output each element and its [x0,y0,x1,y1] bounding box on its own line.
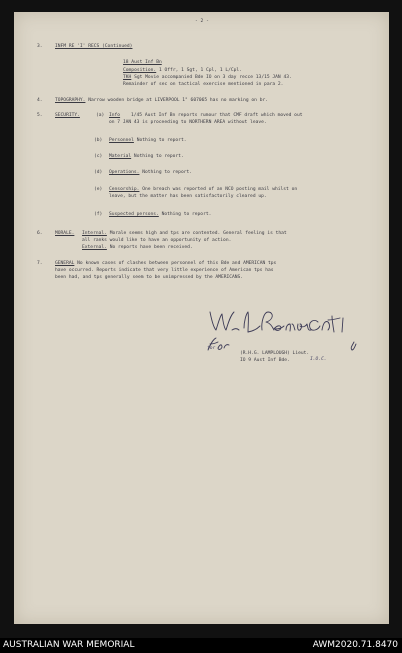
section-7-line-2: have occurred. Reports indicate that very little experience of American tps has [55,268,274,273]
section-7-heading: GENERAL [55,261,75,266]
item-c-line [109,154,184,160]
item-a-line-2: on 7 JAN 43 is proceeding to NORTHERN AREA without leave. [109,120,267,125]
section-4-number: 4. [37,98,43,103]
signatory-unit: IO 9 Aust Inf Bde. [240,358,290,363]
item-e-text-1: One breach was reported of an NCO posting mail whilst on [142,187,298,192]
item-d-sub: Operations. [109,170,140,175]
section-4-line [55,98,268,104]
section-3-heading: INFM RE 'I' RECS (Continued) [55,44,133,49]
footer-institution: AUSTRALIAN WAR MEMORIAL [3,640,135,650]
item-a-sub: Info [109,113,121,118]
for-annotation: for [207,346,216,351]
item-c-sub: Material [109,154,132,159]
item-f-label: (f) [94,212,103,217]
item-c-label: (c) [94,154,103,159]
item-a-label: (a) [96,113,105,118]
archive-footer [0,638,402,653]
page-number: - 2 - [195,19,209,24]
section-5-number: 5. [37,113,43,118]
item-b-line [109,138,186,144]
line-3-label: TKH [123,75,132,80]
section-3-unit: 18 Aust Inf Bn [123,60,162,65]
handwritten-annotation: I.O.C. [310,357,327,362]
section-7-line-1 [55,261,276,267]
document-page [14,12,389,624]
section-7-line-3: been had, and tps generally seem to be unimpressed by the AMERICANS. [55,275,244,280]
item-d-text: Nothing to report. [142,170,193,175]
section-3-composition [123,68,242,74]
item-e-line-2: leave, but the matter has been satisfactorily cleared up. [109,194,267,199]
item-e-label: (e) [94,187,103,192]
external-text: No reports have been received. [109,245,193,250]
section-3-number: 3. [37,44,43,49]
internal-line-1 [82,231,287,237]
composition-text: 1 Offr, 1 Sgt, 1 Cpl, 1 L/Cpl. [158,68,242,73]
section-3-line-4: Remainder of sec on tactical exercise mentioned in para 2. [123,82,284,87]
section-4-heading: TOPOGRAPHY. [55,98,86,103]
section-4-text: Narrow wooden bridge at LIVERPOOL 1" 607065 has no marking on br. [88,98,268,103]
item-e-line-1 [109,187,297,193]
signatory-name: (R.H.G. LAMPLOUGH) Lieut. [240,351,310,356]
internal-label: Internal. [82,231,107,236]
item-c-text: Nothing to report. [133,154,184,159]
item-f-sub: Suspected persons. [109,212,159,217]
item-f-line [109,212,211,218]
internal-text-1: Morale seems high and tps are contented. General feeling is that [109,231,287,236]
section-5-heading: SECURITY. [55,113,80,118]
item-b-label: (b) [94,138,103,143]
external-label: External. [82,245,107,250]
item-b-sub: Personnel [109,138,134,143]
item-d-label: (d) [94,170,103,175]
item-b-text: Nothing to report. [136,138,187,143]
section-7-number: 7. [37,261,43,266]
internal-line-2: all ranks would like to have an opportunity of action. [82,238,232,243]
line-3-text: Sgt Movie accompanied Bde IO on 3 day recce 13/15 JAN 43. [134,75,292,80]
footer-accession-number: AWM2020.71.8470 [312,640,398,650]
section-6-heading: MORALE. [55,231,75,236]
section-6-number: 6. [37,231,43,236]
item-f-text: Nothing to report. [161,212,212,217]
section-7-text-1: No known cases of clashes between personnel of this Bde and AMERICAN tps [77,261,277,266]
item-d-line [109,170,192,176]
item-a-line-1: 1/45 Aust Inf Bn reports rumour that CMF draft which moved out [131,113,303,118]
external-line [82,245,193,251]
item-e-sub: Censorship. [109,187,140,192]
section-3-line-3 [123,75,292,81]
composition-label: Composition. [123,68,157,73]
